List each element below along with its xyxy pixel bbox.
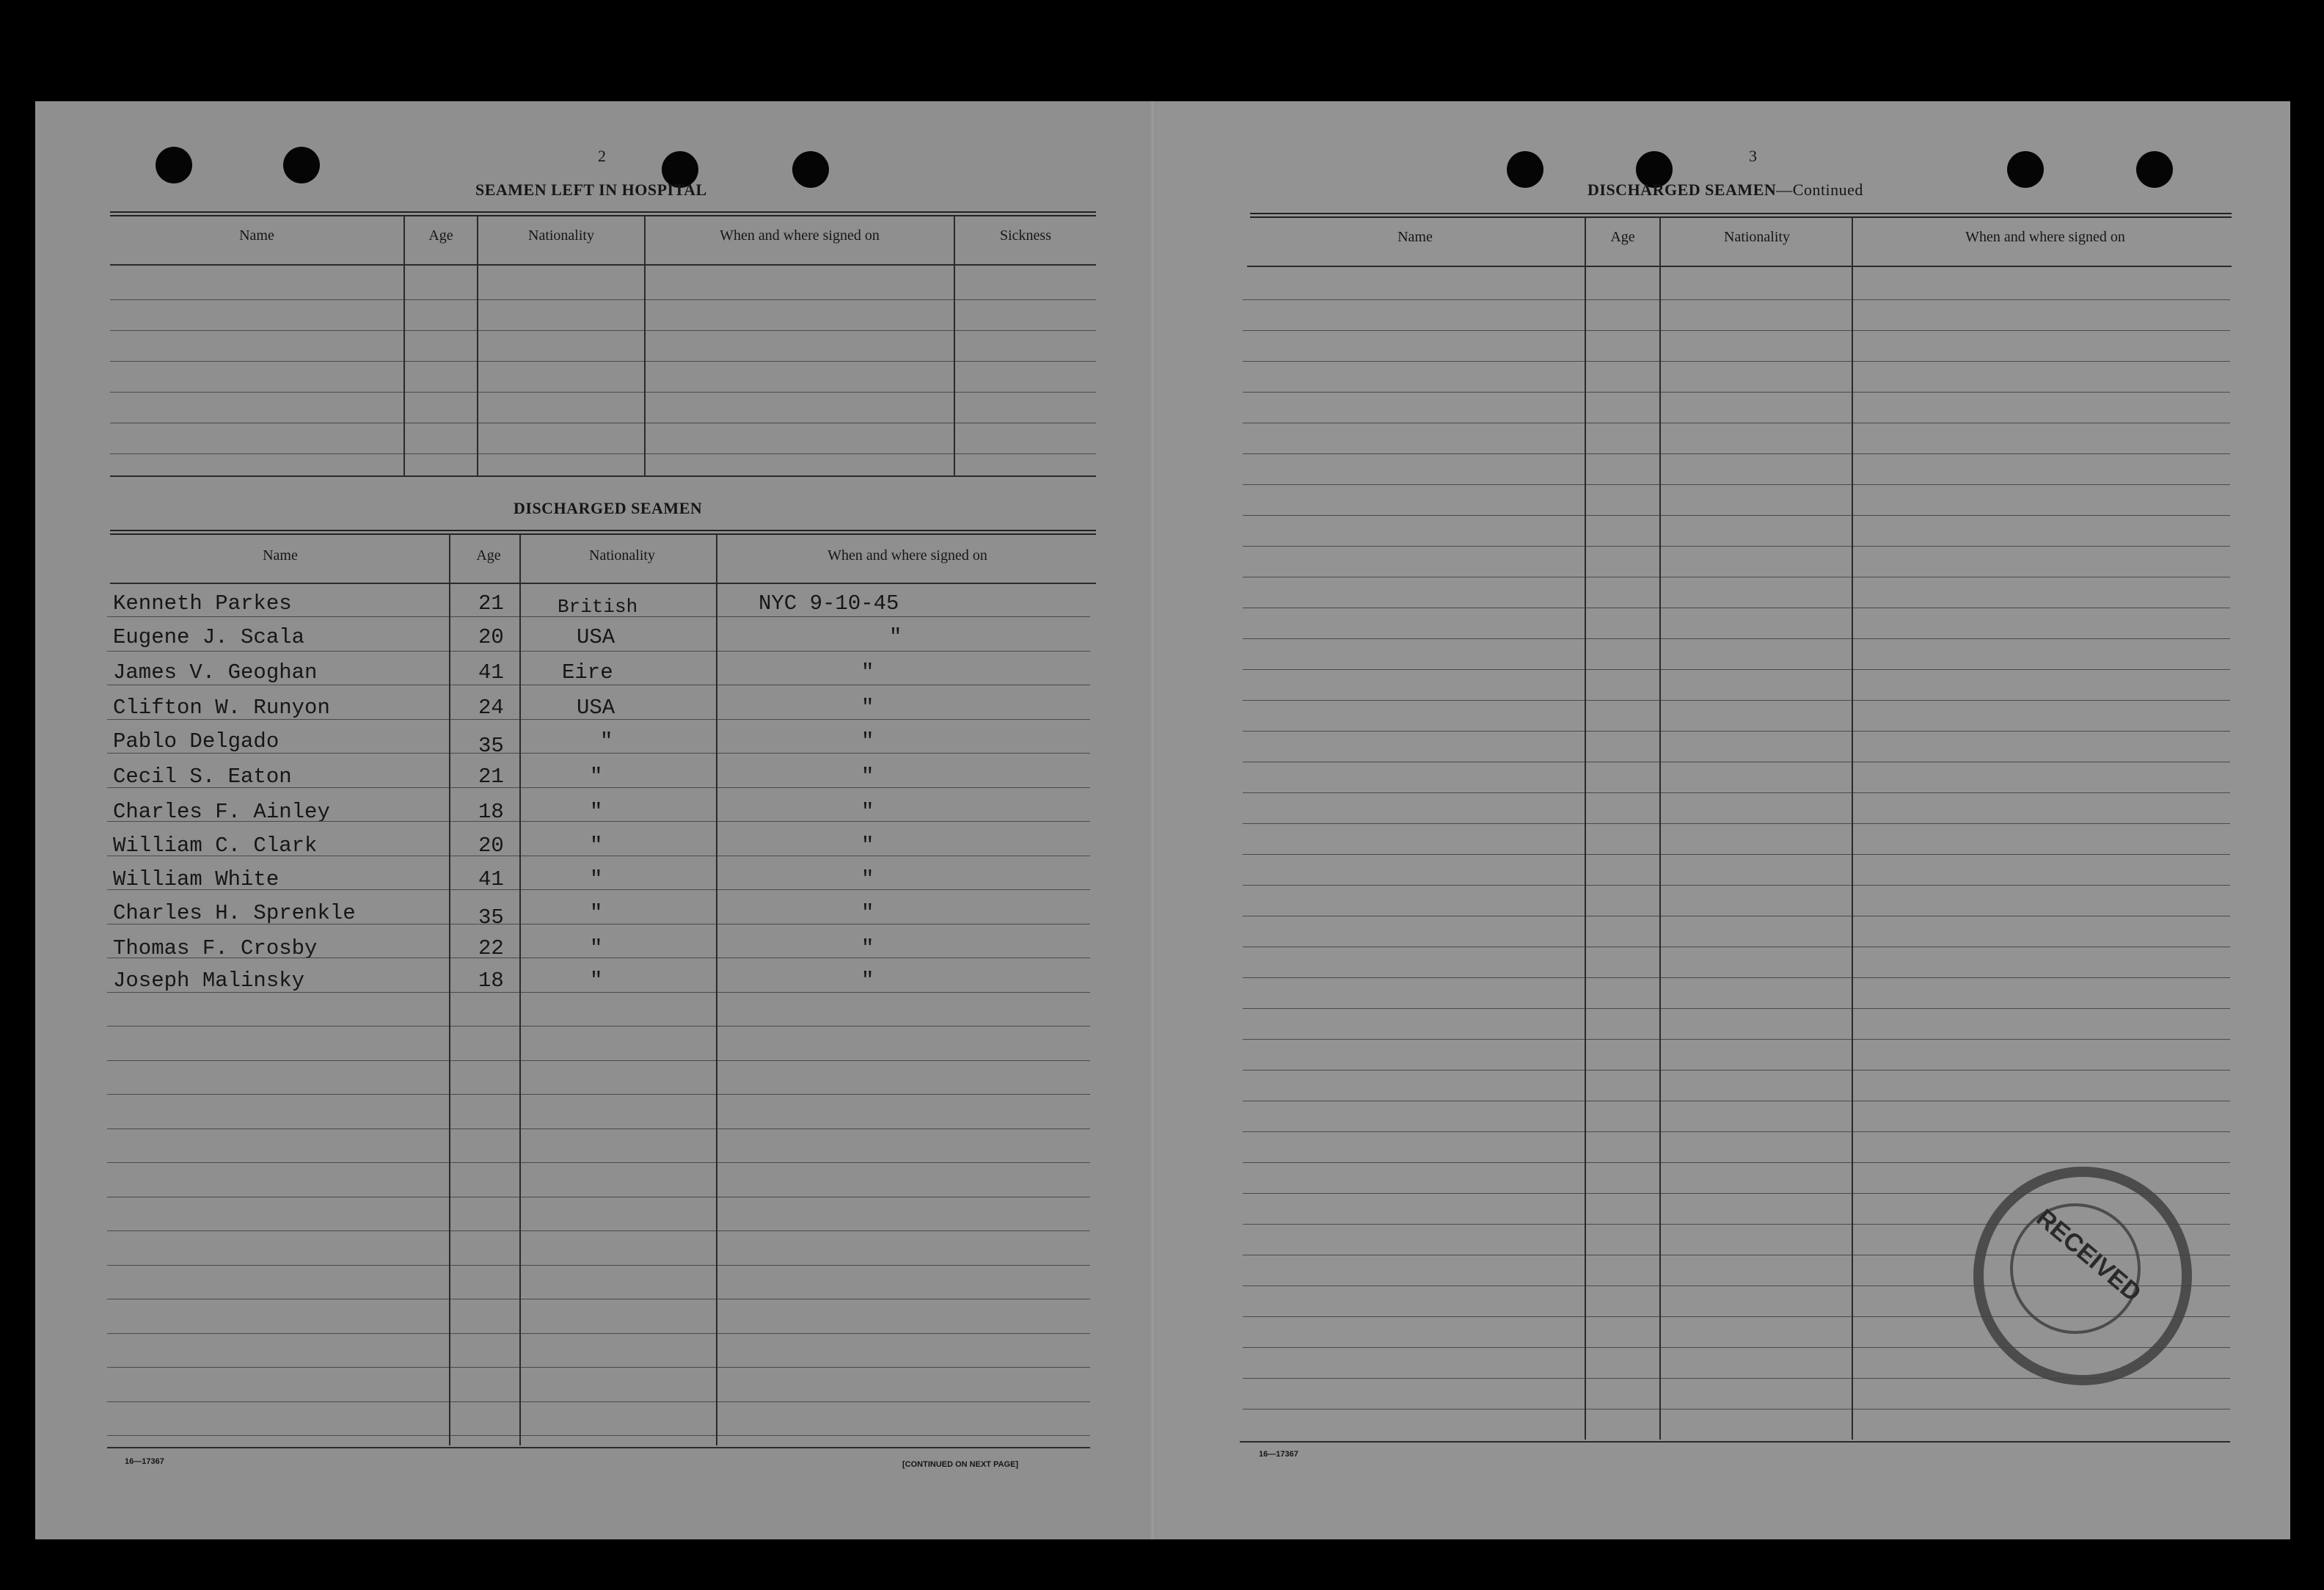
seaman-signed-on: " [861, 696, 874, 720]
row-rule [1243, 1131, 2230, 1132]
row-rule [107, 992, 1090, 993]
seaman-age: 20 [478, 834, 504, 858]
hospital-col-sickness: Sickness [1000, 227, 1051, 244]
hospital-col-divider [954, 216, 955, 475]
row-rule [107, 787, 1090, 788]
hospital-col-divider [477, 216, 478, 475]
stamp-text: RECEIVED [2031, 1203, 2147, 1308]
discharged-col-nationality: Nationality [589, 547, 655, 564]
discharged-col-age: Age [476, 547, 501, 564]
row-rule [1243, 977, 2230, 978]
hospital-row-rule [110, 299, 1096, 300]
row-rule [1243, 392, 2230, 393]
row-rule [107, 1128, 1090, 1129]
row-rule [1243, 1070, 2230, 1071]
row-rule [1243, 361, 2230, 362]
seaman-name: Cecil S. Eaton [113, 765, 292, 789]
discharged-col-divider [449, 534, 450, 1445]
row-rule [107, 1435, 1090, 1436]
seaman-signed-on: " [861, 765, 874, 789]
punch-hole [283, 147, 320, 183]
seaman-age: 24 [478, 696, 504, 720]
row-rule [107, 719, 1090, 720]
row-rule [1243, 1039, 2230, 1040]
hospital-header-rule [110, 264, 1096, 266]
row-rule [107, 1094, 1090, 1095]
seaman-name: Pablo Delgado [113, 729, 279, 754]
seaman-nationality: " [590, 834, 603, 858]
seaman-signed-on: " [889, 625, 902, 649]
seaman-signed-on: NYC 9-10-45 [759, 591, 899, 616]
discharged-col-divider [519, 534, 521, 1445]
row-rule [1243, 484, 2230, 485]
row-rule [1243, 823, 2230, 824]
right-header-rule [1247, 266, 2232, 267]
row-rule [107, 1060, 1090, 1061]
seaman-name: William White [113, 867, 279, 891]
row-rule [107, 616, 1090, 617]
seaman-name: Charles H. Sprenkle [113, 901, 356, 925]
row-rule [1243, 1409, 2230, 1410]
hospital-col-signed-on: When and where signed on [720, 227, 880, 244]
hospital-table-bottom-rule [110, 475, 1096, 477]
seaman-nationality: " [590, 765, 603, 789]
form-number: 16—17367 [125, 1457, 164, 1466]
seaman-age: 41 [478, 660, 504, 685]
seaman-nationality: " [590, 867, 603, 891]
hospital-table-top-rule [110, 211, 1096, 216]
seaman-nationality: " [600, 729, 613, 754]
row-rule [1243, 669, 2230, 670]
seaman-age: 41 [478, 867, 504, 891]
hospital-col-divider [403, 216, 405, 475]
row-rule [1243, 731, 2230, 732]
seaman-age: 22 [478, 936, 504, 960]
row-rule [1243, 1162, 2230, 1163]
row-rule [1243, 854, 2230, 855]
hospital-col-name: Name [239, 227, 274, 244]
row-rule [107, 1162, 1090, 1163]
seaman-signed-on: " [861, 800, 874, 824]
seaman-age: 21 [478, 765, 504, 789]
hospital-col-nationality: Nationality [528, 227, 594, 244]
right-col-nationality: Nationality [1724, 229, 1790, 245]
seaman-signed-on: " [861, 867, 874, 891]
row-rule [107, 753, 1090, 754]
row-rule [1243, 885, 2230, 886]
row-rule [1243, 299, 2230, 300]
seaman-name: William C. Clark [113, 834, 318, 858]
seaman-nationality: British [558, 596, 638, 618]
seaman-age: 35 [478, 905, 504, 930]
right-col-divider [1585, 217, 1586, 1440]
form-number: 16—17367 [1259, 1450, 1298, 1459]
right-table-bottom-rule [1240, 1441, 2230, 1443]
page-number: 3 [1749, 147, 1757, 165]
row-rule [1243, 638, 2230, 639]
seaman-name: Thomas F. Crosby [113, 936, 318, 960]
seaman-age: 18 [478, 800, 504, 824]
row-rule [1243, 546, 2230, 547]
right-col-name: Name [1397, 229, 1433, 245]
seaman-age: 20 [478, 625, 504, 649]
row-rule [107, 1265, 1090, 1266]
row-rule [107, 924, 1090, 925]
seaman-nationality: " [590, 800, 603, 824]
row-rule [1243, 453, 2230, 454]
seaman-signed-on: " [861, 969, 874, 993]
row-rule [107, 1230, 1090, 1231]
row-rule [107, 1367, 1090, 1368]
seaman-nationality: " [590, 936, 603, 960]
right-table-top-rule [1250, 213, 2232, 218]
seaman-name: Kenneth Parkes [113, 591, 292, 616]
title-text: DISCHARGED SEAMEN [1587, 180, 1777, 199]
punch-hole [156, 147, 192, 183]
continued-note: [CONTINUED ON NEXT PAGE] [902, 1460, 1019, 1469]
row-rule [107, 1333, 1090, 1334]
seaman-signed-on: " [861, 660, 874, 685]
discharged-table-bottom-rule [107, 1447, 1090, 1448]
row-rule [107, 821, 1090, 822]
hospital-row-rule [110, 392, 1096, 393]
discharged-col-signed-on: When and where signed on [827, 547, 987, 564]
seaman-age: 35 [478, 734, 504, 758]
page-crease [1149, 101, 1156, 1539]
right-col-age: Age [1610, 229, 1635, 245]
seaman-age: 21 [478, 591, 504, 616]
seaman-signed-on: " [861, 901, 874, 925]
right-col-signed-on: When and where signed on [1965, 229, 2125, 245]
hospital-row-rule [110, 330, 1096, 331]
row-rule [1243, 700, 2230, 701]
discharged-section-title: DISCHARGED SEAMEN [514, 499, 703, 517]
seaman-signed-on: " [861, 729, 874, 754]
seaman-name: James V. Geoghan [113, 660, 318, 685]
right-col-divider [1659, 217, 1661, 1440]
hospital-col-age: Age [428, 227, 453, 244]
seaman-name: Clifton W. Runyon [113, 696, 330, 720]
row-rule [1243, 1008, 2230, 1009]
punch-hole [1507, 151, 1543, 188]
seaman-signed-on: " [861, 834, 874, 858]
row-rule [107, 1401, 1090, 1402]
row-rule [107, 889, 1090, 890]
discharged-col-divider [716, 534, 717, 1445]
title-suffix: —Continued [1776, 180, 1863, 199]
seaman-name: Eugene J. Scala [113, 625, 305, 649]
seaman-signed-on: " [861, 936, 874, 960]
discharged-col-name: Name [263, 547, 298, 564]
row-rule [1243, 792, 2230, 793]
discharged-header-rule [110, 583, 1096, 584]
seaman-nationality: Eire [562, 660, 613, 685]
hospital-row-rule [110, 453, 1096, 454]
page-number: 2 [598, 147, 606, 165]
seaman-name: Joseph Malinsky [113, 969, 305, 993]
discharged-continued-title [1587, 180, 1863, 200]
hospital-row-rule [110, 361, 1096, 362]
seaman-nationality: " [590, 969, 603, 993]
seaman-nationality: USA [577, 625, 615, 649]
seaman-nationality: USA [577, 696, 615, 720]
seaman-age: 18 [478, 969, 504, 993]
punch-hole [2136, 151, 2173, 188]
discharged-table-top-rule [110, 530, 1096, 535]
row-rule [1243, 330, 2230, 331]
row-rule [1243, 515, 2230, 516]
right-col-divider [1852, 217, 1853, 1440]
seaman-name: Charles F. Ainley [113, 800, 330, 824]
punch-hole [2007, 151, 2044, 188]
row-rule [107, 651, 1090, 652]
hospital-col-divider [644, 216, 646, 475]
hospital-section-title: SEAMEN LEFT IN HOSPITAL [475, 180, 707, 199]
seaman-nationality: " [590, 901, 603, 925]
punch-hole [792, 151, 829, 188]
